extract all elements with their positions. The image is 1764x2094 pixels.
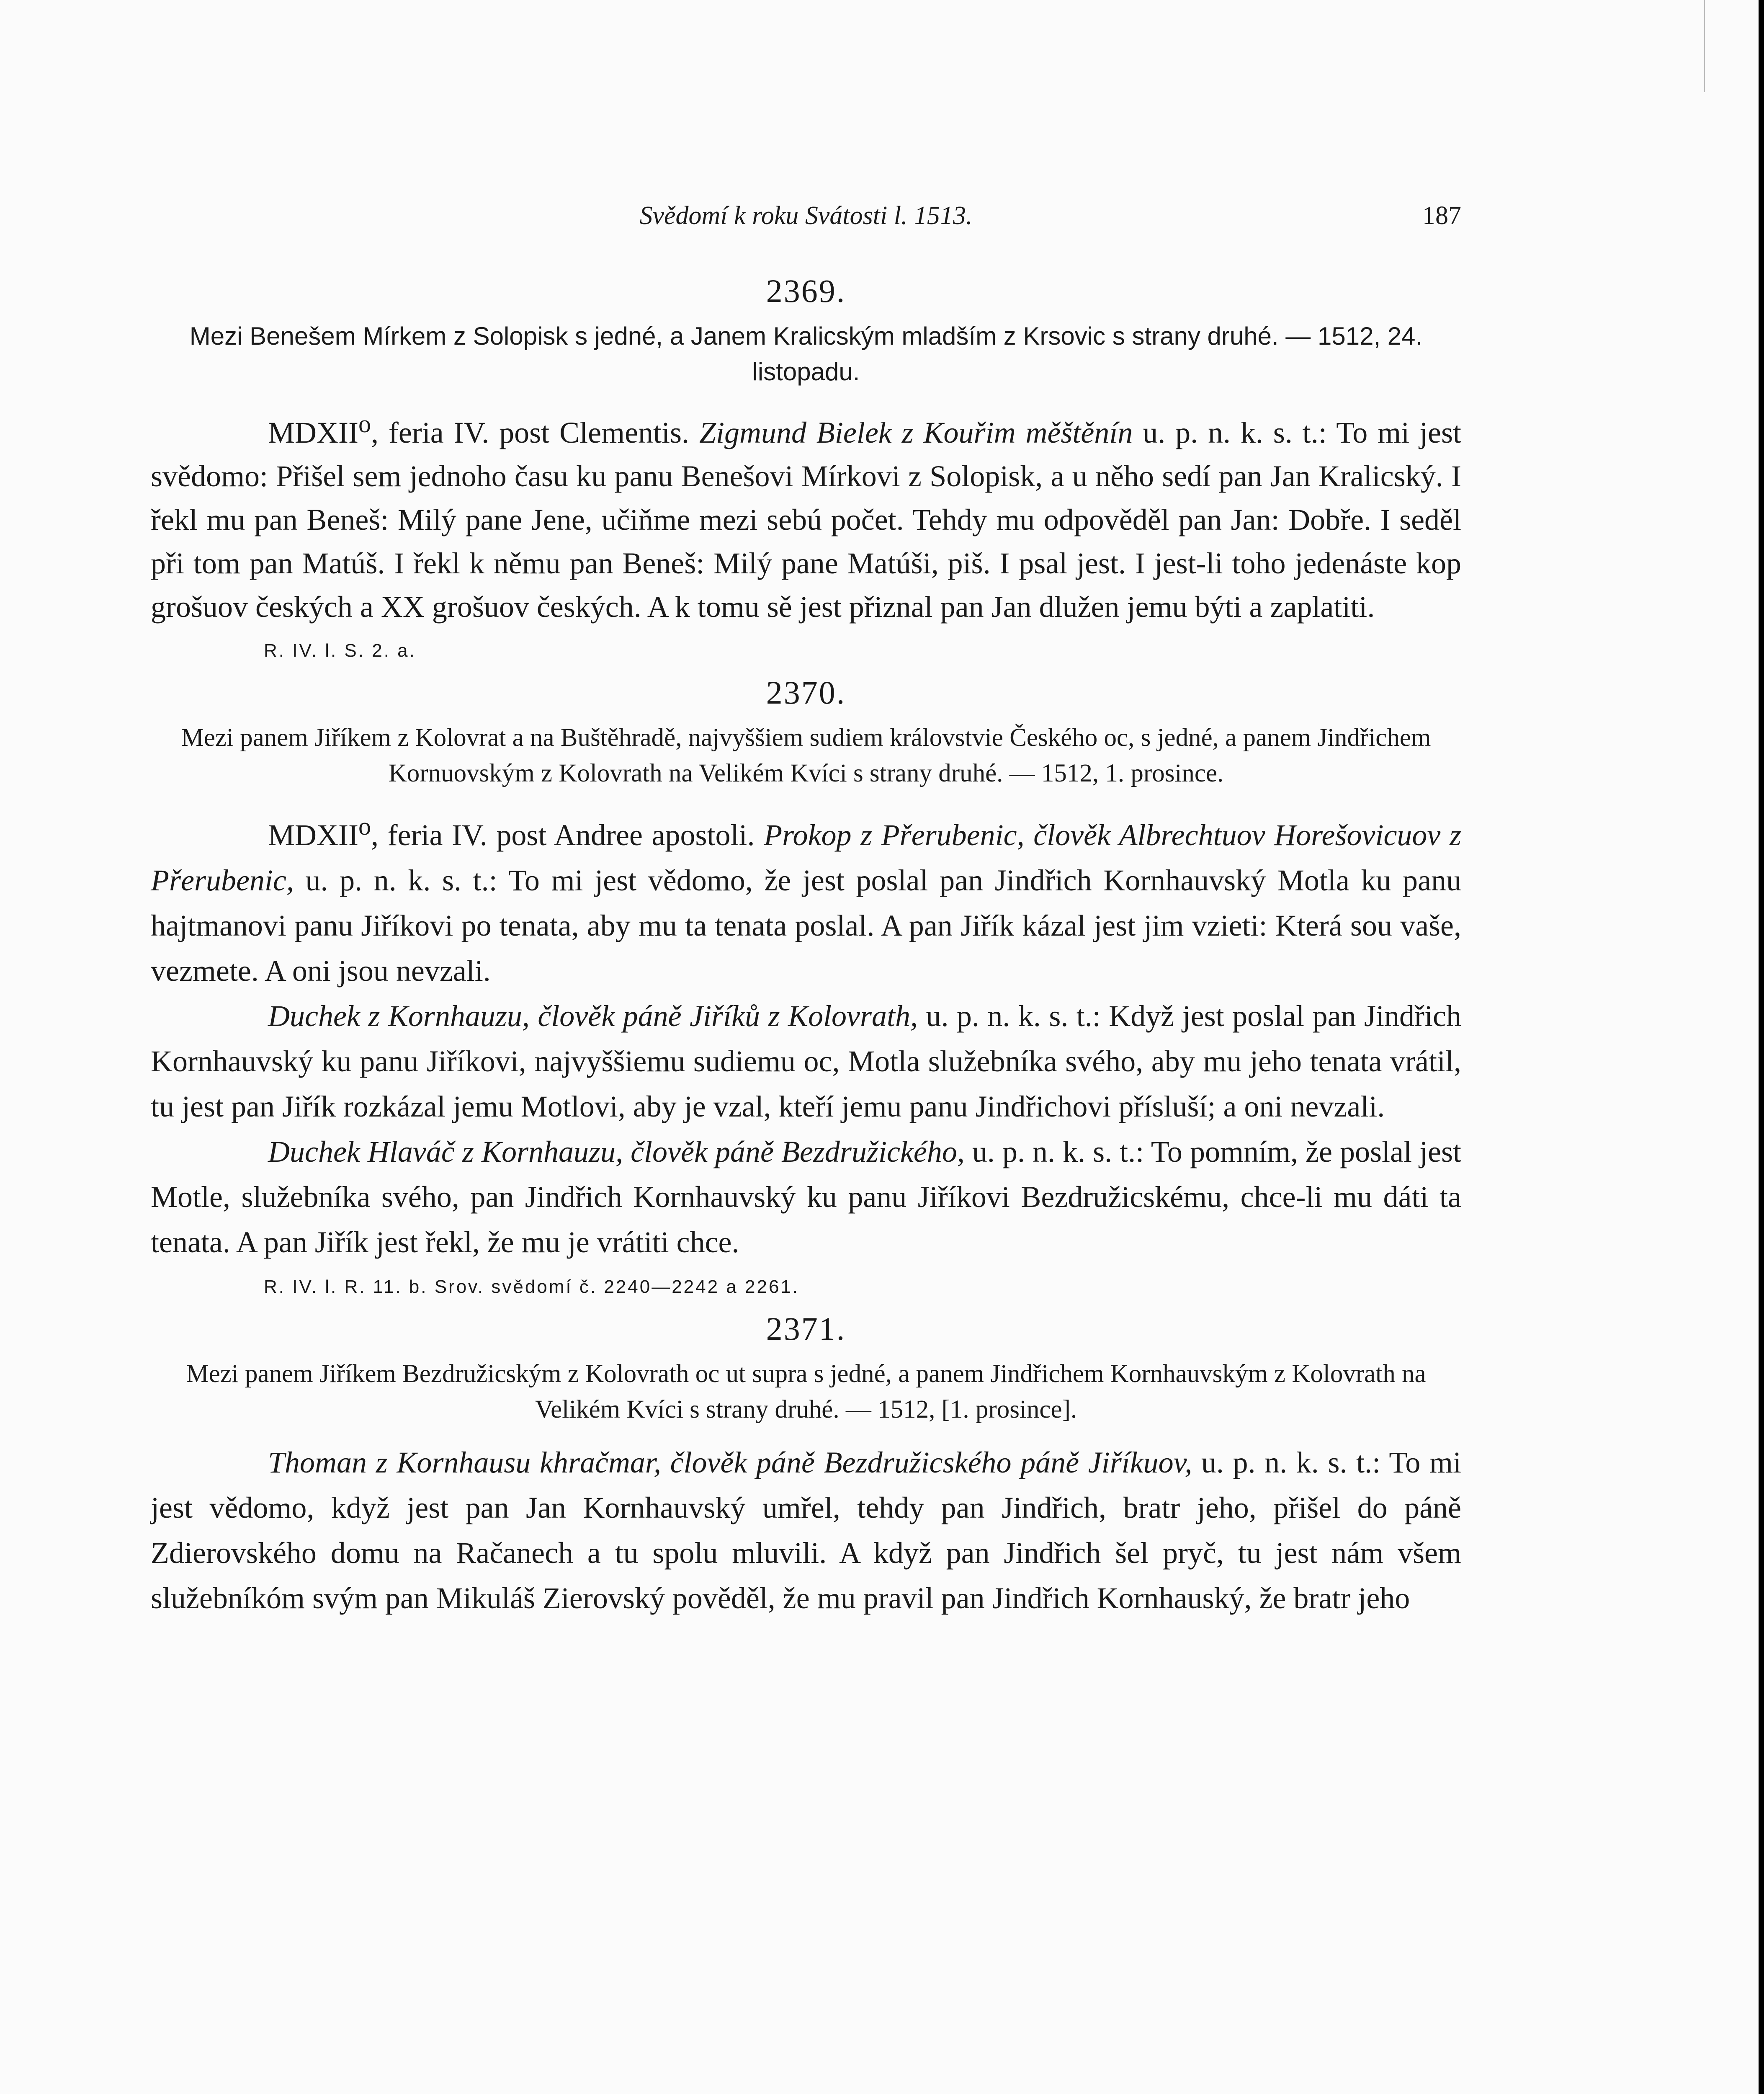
- date-rest: , feria IV. post Andree apostoli.: [371, 818, 764, 852]
- witness-name: Duchek z Kornhauzu, člověk páně Jiříků z Kolovrath,: [268, 999, 918, 1033]
- testimony-paragraph: [151, 1440, 1461, 1621]
- testimony-text: u. p. n. k. s. t.: Když jest poslal pan Jindřich Kornhauvský ku panu Jiříkovi, najvyššiemu sudiemu oc, Motla služebníka svého, aby mu jeho tenata vrátil, tu jest pan Jiřík rozkázal jemu Motlovi, aby je vzal, kteří jemu panu Jindřichovi přísluší; a oni nevzali.: [151, 999, 1461, 1123]
- page-header: [151, 197, 1461, 239]
- page-number: 187: [1422, 201, 1461, 230]
- date-lead: MDXII: [268, 416, 358, 449]
- entry-number: 2370.: [766, 674, 846, 711]
- testimony-text: u. p. n. k. s. t.: To mi jest svědomo: Přišel sem jednoho času ku panu Benešovi Mírkovi z Solopisk, a u něho sedí pan Jan Kralicský. I řekl mu pan Beneš: Milý pane Jene, učiňme mezi sebú počet. Tehdy mu odpověděl pan Jan: Dobře. I seděl při tom pan Matúš. I řekl k němu pan Beneš: Milý pane Matúši, piš. I psal jest. I jest-li toho jedenáste kop grošuov českých a XX grošuov českých. A k tomu sě jest přiznal pan Jan dlužen jemu býti a zaplatiti.: [151, 416, 1462, 624]
- testimony-text: u. p. n. k. s. t.: To mi jest vědomo, když jest pan Jan Kornhauvský umřel, tehdy pan Jindřich, bratr jeho, přišel do páně Zdierovského domu na Račanech a tu spolu mluvili. A když pan Jindřich šel pryč, tu jest nám všem služebníkóm svým pan Mikuláš Zierovský pověděl, že mu pravil pan Jindřich Kornhauský, že bratr jeho: [151, 1446, 1461, 1615]
- date-superscript: o: [358, 812, 371, 840]
- testimony-paragraph: [151, 1129, 1461, 1265]
- date-lead: MDXII: [268, 818, 358, 852]
- entry-summary: Mezi Benešem Mírkem z Solopisk s jedné, a Janem Kralicským mladším z Krsovic s strany druhé. — 1512, 24. listopadu.: [189, 322, 1423, 386]
- date-rest: , feria IV. post Clementis.: [371, 416, 699, 449]
- witness-name: Duchek Hlaváč z Kornhauzu, člověk páně Bezdružického,: [268, 1135, 965, 1168]
- testimony-text: u. p. n. k. s. t.: To mi jest vědomo, že jest poslal pan Jindřich Kornhauvský Motla ku panu hajtmanovi panu Jiříkovi po tenata, aby mu ta tenata poslal. A pan Jiřík kázal jest jim vzieti: Která sou vaše, vezmete. A oni jsou nevzali.: [151, 864, 1461, 988]
- page-edge-line: [1704, 0, 1705, 92]
- source-reference: R. IV. l. S. 2. a.: [264, 640, 416, 661]
- witness-name: Zigmund Bielek z Kouřim měštěnín: [699, 416, 1133, 449]
- entry-summary: Mezi panem Jiříkem Bezdružicským z Kolovrath oc ut supra s jedné, a panem Jindřichem Kornhauvským z Kolovrath na Velikém Kvíci s strany druhé. — 1512, [1. prosince].: [186, 1360, 1426, 1424]
- testimony-paragraph: [151, 993, 1461, 1129]
- entry-number: 2369.: [766, 273, 846, 309]
- date-superscript: o: [358, 410, 371, 438]
- entry-summary: Mezi panem Jiříkem z Kolovrat a na Buštěhradě, najvyššiem sudiem královstvie Českého oc, s jedné, a panem Jindřichem Kornuovským z Kolovrath na Velikém Kvíci s strany druhé. — 1512, 1. prosince.: [181, 724, 1431, 787]
- entry-number: 2371.: [766, 1310, 846, 1347]
- source-reference: R. IV. l. R. 11. b. Srov. svědomí č. 2240—2242 a 2261.: [264, 1277, 800, 1297]
- text-column: [151, 272, 1461, 1621]
- testimony-text: u. p. n. k. s. t.: To pomním, že poslal jest Motle, služebníka svého, pan Jindřich Kornhauvský ku panu Jiříkovi Bezdružicskému, chce-li mu dáti ta tenata. A pan Jiřík jest řekl, že mu je vrátiti chce.: [151, 1135, 1461, 1259]
- testimony-paragraph: [151, 402, 1461, 629]
- running-title: Svědomí k roku Svátosti l. 1513.: [639, 201, 973, 230]
- testimony-paragraph: [151, 804, 1461, 993]
- witness-name: Thoman z Kornhausu khračmar, člověk páně Bezdružicského páně Jiříkuov,: [268, 1446, 1192, 1479]
- witness-name: Prokop z Přerubenic, člověk Albrechtuov Horešovicuov z Přerubenic,: [151, 818, 1461, 897]
